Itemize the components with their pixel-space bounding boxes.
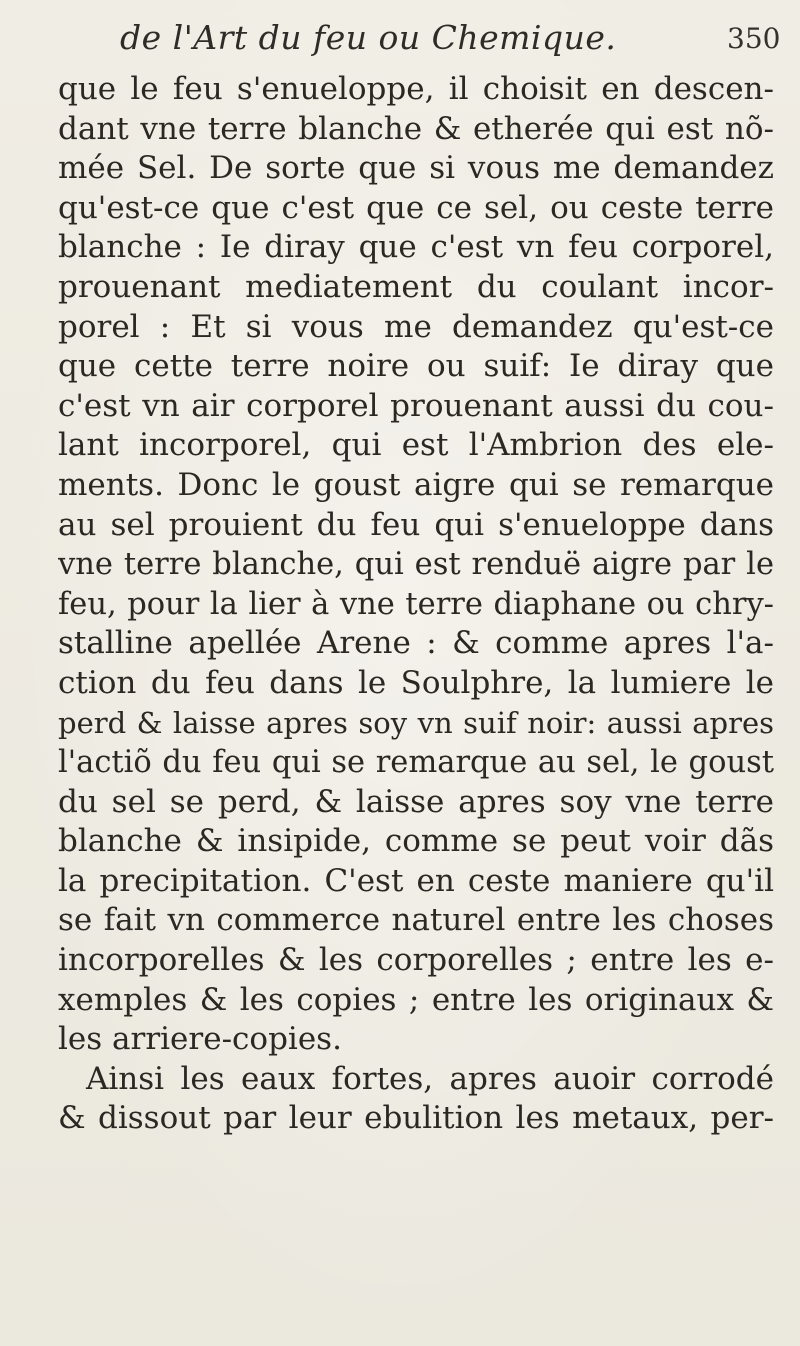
text-line: mée Sel. De sorte que si vous me demandez — [58, 150, 774, 187]
text-line: lant incorporel, qui est l'Ambrion des ele- — [58, 427, 774, 464]
text-line: que le feu s'enueloppe, il choisit en descen- — [58, 71, 774, 107]
text-line: prouenant mediatement du coulant incor- — [58, 268, 774, 305]
text-line: les arriere-copies. — [58, 1021, 342, 1058]
text-line: au sel prouient du feu qui s'enueloppe dans — [58, 506, 774, 543]
text-line: dant vne terre blanche & etherée qui est nõ- — [58, 110, 774, 147]
text-line: blanche & insipide, comme se peut voir dãs — [58, 823, 774, 860]
text-line: incorporelles & les corporelles ; entre les e- — [58, 942, 774, 979]
text-line: la precipitation. C'est en ceste maniere qu'il — [58, 862, 774, 899]
text-line: blanche : Ie diray que c'est vn feu corporel, — [58, 229, 774, 266]
text-line: du sel se perd, & laisse apres soy vne terre — [58, 783, 774, 820]
text-line: stalline apellée Arene : & comme apres l'a- — [58, 625, 774, 662]
text-line: ments. Donc le goust aigre qui se remarque — [58, 466, 774, 503]
text-line: ction du feu dans le Soulphre, la lumiere le — [58, 664, 774, 701]
running-title: de l'Art du feu ou Chemique. — [120, 18, 617, 57]
text-line: porel : Et si vous me demandez qu'est-ce — [58, 308, 774, 345]
text-line: Ainsi les eaux fortes, apres auoir corrodé — [86, 1060, 774, 1097]
text-line: c'est vn air corporel prouenant aussi du cou- — [58, 387, 774, 424]
text-line: perd & laisse apres soy vn suif noir: aussi apres — [58, 705, 774, 740]
text-line: & dissout par leur ebulition les metaux, per- — [58, 1100, 774, 1137]
text-line: se fait vn commerce naturel entre les choses — [58, 902, 774, 939]
page-number: 350 — [727, 22, 781, 55]
body-text — [58, 70, 774, 1139]
text-line: que cette terre noire ou suif: Ie diray que — [58, 348, 774, 385]
text-line: l'actiõ du feu qui se remarque au sel, le goust — [58, 745, 774, 781]
running-head — [0, 14, 800, 64]
text-line: xemples & les copies ; entre les originaux & — [58, 981, 774, 1018]
text-line: feu, pour la lier à vne terre diaphane ou chry- — [58, 586, 774, 622]
text-line: qu'est-ce que c'est que ce sel, ou ceste terre — [58, 189, 774, 226]
text-line: vne terre blanche, qui est renduë aigre par le — [58, 547, 774, 583]
